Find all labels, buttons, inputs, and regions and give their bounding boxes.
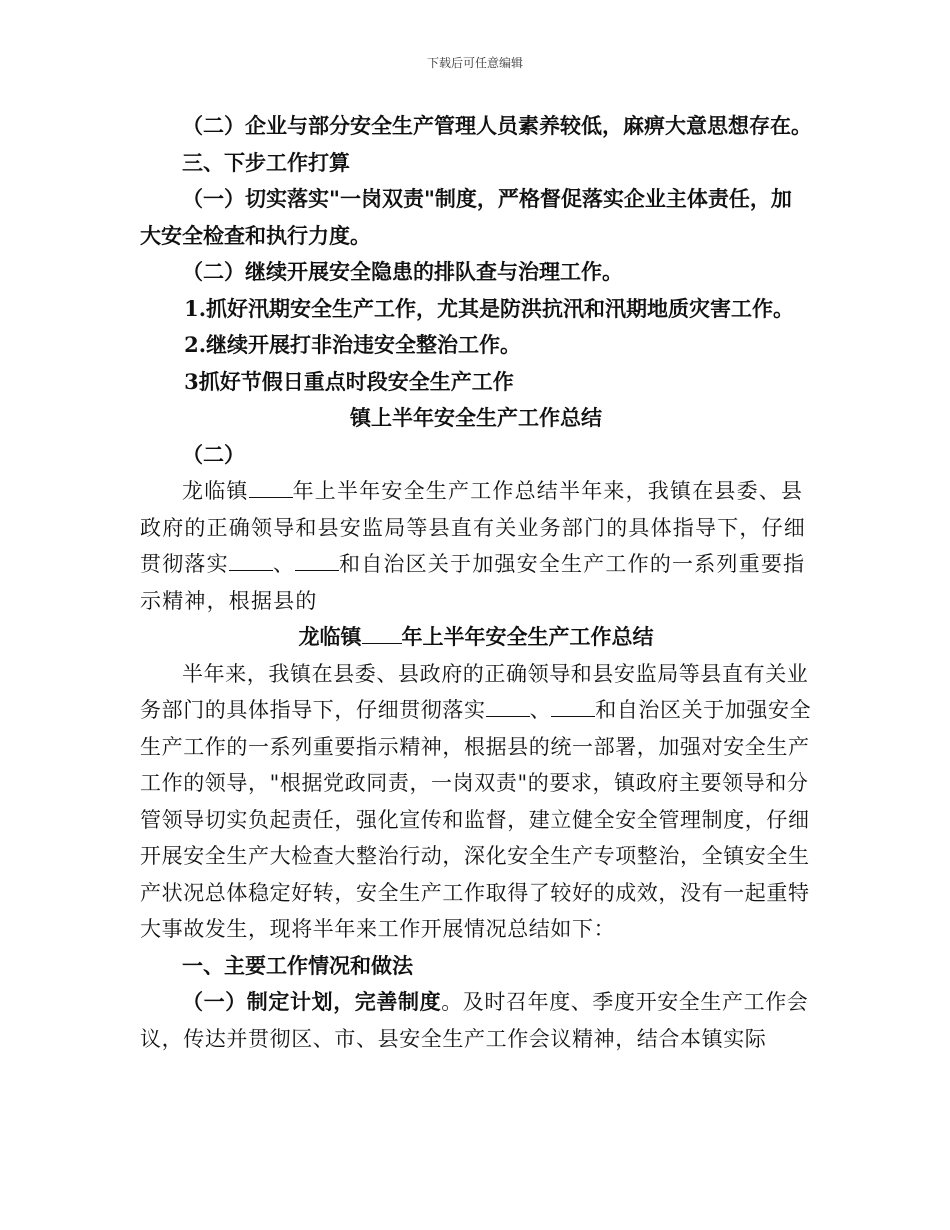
report-title-b: 年上半年安全生产工作总结: [401, 624, 654, 649]
paragraph-task3: 3抓好节假日重点时段安全生产工作: [184, 368, 514, 394]
paragraph-plan-system: [140, 984, 812, 1057]
report-body-b: 、: [529, 698, 552, 722]
blank-year: [249, 497, 293, 498]
report-body: [140, 656, 812, 948]
report-body-a: 半年来，我镇在县委、县政府的正确领导和县安监局等县直有关业务部门的具体指导下，仔细贯彻落实: [140, 661, 809, 722]
report-title: [140, 619, 812, 656]
paragraph-plan2: （二）继续开展安全隐患的排队查与治理工作。: [182, 259, 623, 284]
section-title: 镇上半年安全生产工作总结: [350, 405, 602, 430]
heading-next-steps: 三、下步工作打算: [182, 149, 350, 175]
paragraph-task2: 2.继续开展打非治违安全整治工作。: [184, 332, 522, 357]
blank-1: [229, 570, 273, 571]
blank-title-year: [362, 643, 402, 644]
blank-4: [551, 716, 595, 717]
blank-3: [486, 716, 530, 717]
intro-paragraph: [140, 473, 812, 619]
report-title-a: 龙临镇: [298, 624, 362, 649]
item1-bold: （一）制定计划，完善制度: [182, 989, 442, 1014]
paragraph-item2: （二）企业与部分安全生产管理人员素养较低，麻痹大意思想存在。: [182, 113, 812, 138]
intro-text-c: 、: [272, 552, 296, 576]
item1-text: 。及时召年度、季度开安全生产工作会议，传达并贯彻区、市、县安全生产工作会议精神，结合本镇实际: [140, 990, 809, 1051]
paragraph-plan1: （一）切实落实"一岗双责"制度，严格督促落实企业主体责任，加大安全检查和执行力度。: [140, 186, 792, 248]
page-header: 下载后可任意编辑: [426, 56, 523, 70]
report-body-c: 和自治区关于加强安全生产工作的一系列重要指示精神，根据县的统一部署，加强对安全生产工作的领导，"根据党政同责，一岗双责"的要求，镇政府主要领导和分管领导切实负起责任，强化宣传和监督，建立健全安全管理制度，仔细开展安全生产大检查大整治行动，深化安全生产专项整治，全镇安全生产状况总体稳定好转，安全生产工作取得了较好的成效，没有一起重特大事故发生，现将半年来工作开展情况总结如下：: [140, 698, 812, 941]
document-body: [140, 108, 812, 1057]
intro-text-a: 龙临镇: [182, 479, 249, 503]
paragraph-task1: 1.抓好汛期安全生产工作，尤其是防洪抗汛和汛期地质灾害工作。: [184, 295, 795, 321]
intro-text-d: 和自治区关于加强安全生产工作的一系列重要指示精神，根据县的: [140, 552, 806, 613]
heading-main-work: 一、主要工作情况和做法: [182, 952, 413, 978]
blank-2: [295, 570, 339, 571]
section-subtitle: （二）: [182, 441, 245, 467]
intro-text-b: 年上半年安全生产工作总结半年来，我镇在县委、县政府的正确领导和县安监局等县直有关业务部门的具体指导下，仔细贯彻落实: [140, 479, 806, 576]
